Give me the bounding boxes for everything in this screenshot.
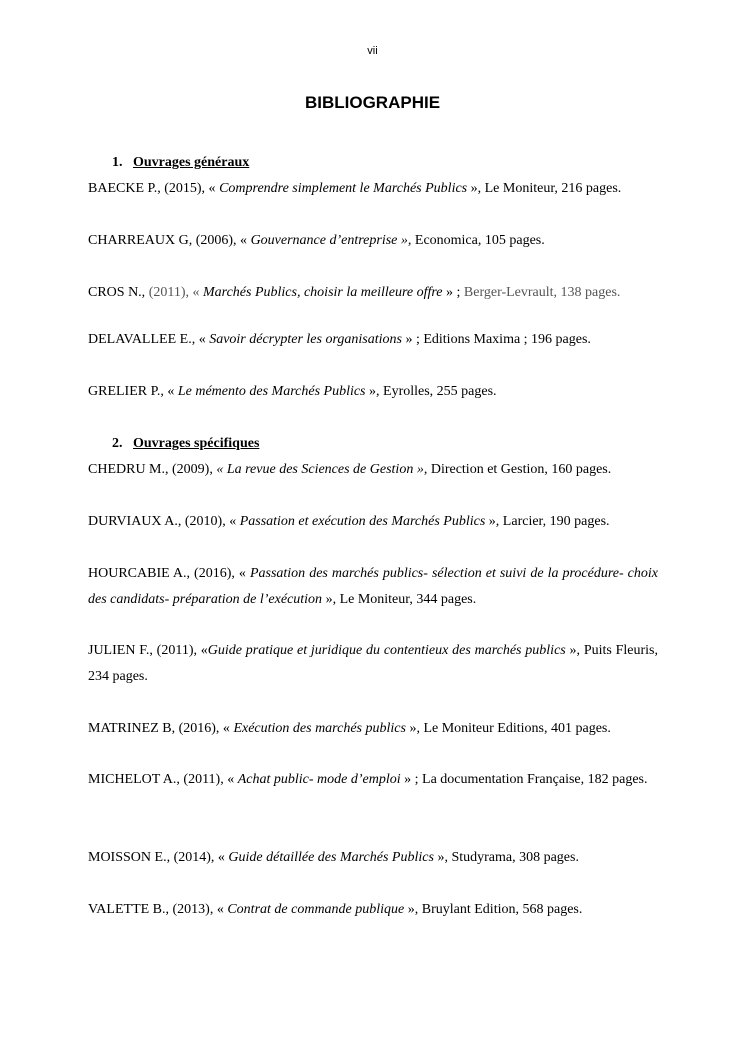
section-title: Ouvrages spécifiques (133, 436, 260, 451)
section-title: Ouvrages généraux (133, 155, 250, 170)
entry-author: CROS N., (88, 285, 146, 300)
bibliography-entry (88, 638, 658, 690)
entry-title: Comprendre simplement le Marchés Publics (219, 181, 468, 196)
entry-details: », Puits Fleuris, 234 pages. (88, 643, 659, 684)
bibliography-entry (88, 561, 658, 613)
bibliography-entry (88, 176, 658, 202)
entry-details: », Studyrama, 308 pages. (433, 850, 579, 865)
entry-title: Marchés Publics, choisir la meilleure offre (203, 285, 443, 300)
entry-title: Savoir décrypter les organisations (209, 332, 402, 347)
entry-title: Gouvernance d’entreprise », (250, 233, 412, 248)
entry-author: HOURCABIE A., (2016), « (88, 566, 250, 581)
entry-author: CHARREAUX G, (2006), « (88, 233, 251, 248)
entry-title: Passation et exécution des Marchés Publics (239, 514, 486, 529)
bibliography-entry (88, 327, 658, 353)
bibliography-entry (88, 228, 658, 254)
entry-author: JULIEN F., (2011), « (88, 643, 208, 658)
entry-details: , Direction et Gestion, 160 pages. (423, 462, 612, 477)
bibliography-entry (88, 379, 658, 405)
bibliography-entry (88, 280, 658, 306)
entry-title: Guide détaillée des Marchés Publics (228, 850, 434, 865)
entry-title: Passation des marchés publics- sélection et suivi de la procédure- choix des candidats- préparation de l’exécution (88, 566, 658, 607)
page-title: BIBLIOGRAPHIE (304, 93, 441, 112)
entry-title: Contrat de commande publique (227, 902, 405, 917)
entry-details: », Bruylant Edition, 568 pages. (404, 902, 583, 917)
entry-details: », Larcier, 190 pages. (485, 514, 610, 529)
entry-title: « La revue des Sciences de Gestion » (216, 462, 424, 477)
entry-author: DURVIAUX A., (2010), « (88, 514, 240, 529)
entry-title: Guide pratique et juridique du contentieux des marchés publics (207, 643, 566, 658)
bibliography-entry (88, 716, 658, 742)
entry-title: Le mémento des Marchés Publics (177, 384, 366, 399)
entry-author: DELAVALLEE E., « (88, 332, 210, 347)
entry-author: MATRINEZ B, (2016), « (88, 721, 234, 736)
section-number: 2. (112, 436, 123, 451)
entry-author: VALETTE B., (2013), « (88, 902, 228, 917)
page-number: vii (367, 45, 378, 57)
entry-author: CHEDRU M., (2009), (88, 462, 217, 477)
entry-publisher: Berger-Levrault, 138 pages. (460, 285, 621, 300)
entry-details: Economica, 105 pages. (411, 233, 545, 248)
section-heading-general (112, 155, 249, 171)
entry-details: », Eyrolles, 255 pages. (365, 384, 497, 399)
entry-year: (2011), « (145, 285, 203, 300)
entry-details: » ; (442, 285, 461, 300)
entry-details: », Le Moniteur, 216 pages. (467, 181, 622, 196)
entry-author: MOISSON E., (2014), « (88, 850, 229, 865)
section-number: 1. (112, 155, 123, 170)
bibliography-entry (88, 509, 658, 535)
bibliography-entry (88, 845, 658, 871)
section-heading-specific (112, 436, 259, 452)
entry-author: GRELIER P., « (88, 384, 178, 399)
bibliography-entry (88, 457, 658, 483)
entry-author: BAECKE P., (2015), « (88, 181, 220, 196)
entry-title: Achat public- mode d’emploi (237, 772, 401, 787)
entry-title: Exécution des marchés publics (233, 721, 406, 736)
entry-details: » ; La documentation Française, 182 pages. (400, 772, 648, 787)
bibliography-entry (88, 767, 658, 793)
entry-author: MICHELOT A., (2011), « (88, 772, 238, 787)
entry-details: », Le Moniteur Editions, 401 pages. (405, 721, 611, 736)
entry-details: » ; Editions Maxima ; 196 pages. (401, 332, 591, 347)
entry-details: », Le Moniteur, 344 pages. (322, 592, 477, 607)
bibliography-entry (88, 897, 658, 923)
